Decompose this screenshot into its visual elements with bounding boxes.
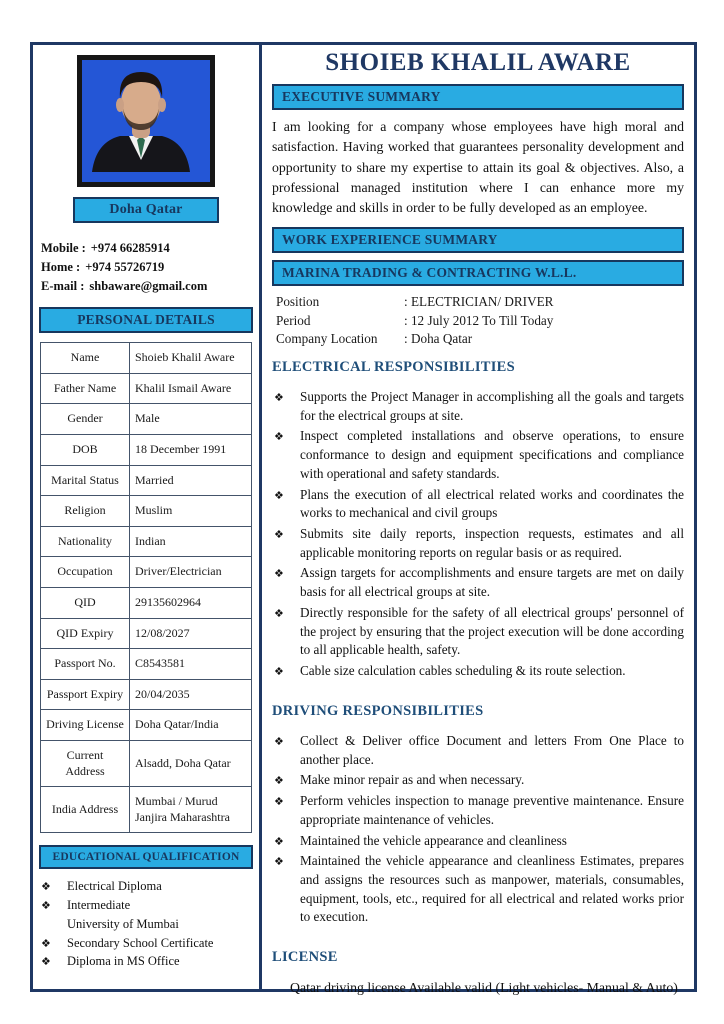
responsibility-item — [274, 604, 684, 660]
personal-details-table — [40, 342, 252, 833]
table-row — [41, 740, 252, 786]
row-value: Male — [130, 404, 252, 435]
contact-line — [41, 258, 253, 277]
education-item-text: Electrical Diploma — [67, 879, 162, 894]
contact-value: shbaware@gmail.com — [89, 278, 208, 293]
row-value: C8543581 — [130, 649, 252, 680]
education-item — [41, 877, 253, 896]
responsibility-text: Submits site daily reports, inspection requests, estimates and all applicable monitoring reports on regular basis or as required. — [300, 526, 684, 560]
responsibility-item — [274, 486, 684, 523]
diamond-bullet-icon: ❖ — [274, 774, 284, 788]
left-column — [33, 45, 262, 989]
license-text: Qatar driving license Available valid (Light vehicles- Manual & Auto) — [290, 980, 678, 996]
responsibility-item — [274, 388, 684, 425]
row-value: 12/08/2027 — [130, 618, 252, 649]
contact-list — [41, 239, 253, 295]
diamond-bullet-icon: ❖ — [274, 606, 284, 620]
table-row — [41, 404, 252, 435]
electrical-responsibilities-list — [272, 388, 684, 681]
driving-responsibilities-heading: DRIVING RESPONSIBILITIES — [272, 702, 484, 719]
row-value: Indian — [130, 526, 252, 557]
row-value: Muslim — [130, 496, 252, 527]
table-row — [41, 526, 252, 557]
row-label: Religion — [41, 496, 130, 527]
portrait-photo — [77, 55, 215, 187]
diamond-bullet-icon: ❖ — [41, 899, 51, 913]
row-value: Doha Qatar/India — [130, 710, 252, 741]
education-item — [41, 915, 253, 934]
row-label: Marital Status — [41, 465, 130, 496]
education-list — [41, 877, 253, 971]
work-field-label: Period — [276, 312, 311, 328]
row-value: Alsadd, Doha Qatar — [130, 740, 252, 786]
work-field-label: Position — [276, 294, 320, 310]
row-label: DOB — [41, 435, 130, 466]
diamond-bullet-icon: ❖ — [41, 955, 51, 969]
diamond-bullet-icon: ❖ — [274, 834, 284, 848]
education-item — [41, 896, 253, 915]
responsibility-text: Make minor repair as and when necessary. — [300, 772, 525, 788]
table-row — [41, 618, 252, 649]
license-heading: LICENSE — [272, 949, 338, 966]
table-row — [41, 373, 252, 404]
table-row — [41, 343, 252, 374]
diamond-bullet-icon: ❖ — [274, 488, 284, 502]
contact-line — [41, 239, 253, 258]
education-item — [41, 952, 253, 971]
responsibility-item — [274, 525, 684, 562]
responsibility-item — [274, 792, 684, 829]
table-row — [41, 435, 252, 466]
work-field-line — [276, 312, 684, 330]
company-name-bar: MARINA TRADING & CONTRACTING W.L.L. — [272, 260, 684, 286]
personal-details-header: PERSONAL DETAILS — [39, 307, 253, 333]
responsibility-text: Inspect completed installations and observe operations, to ensure conformance to design and equipment specifications and compliance with operational and safety standards. — [300, 428, 684, 481]
row-label: Father Name — [41, 373, 130, 404]
row-label: Driving License — [41, 710, 130, 741]
responsibility-text: Assign targets for accomplishments and ensure targets are met on daily basis for all electrical groups at site. — [300, 565, 684, 600]
table-row — [41, 649, 252, 680]
driving-responsibilities-list — [272, 732, 684, 927]
education-item-text: Secondary School Certificate — [67, 935, 214, 950]
education-item-text: Diploma in MS Office — [67, 954, 180, 969]
diamond-bullet-icon: ❖ — [274, 567, 284, 581]
row-value: 20/04/2035 — [130, 679, 252, 710]
row-label: Passport No. — [41, 649, 130, 680]
row-label: India Address — [41, 787, 130, 833]
responsibility-item — [274, 771, 684, 790]
responsibility-text: Directly responsible for the safety of all electrical groups' personnel of the project by ensuring that the project execution will be done according to all applicable health, safety. — [300, 604, 684, 658]
education-item-text: University of Mumbai — [67, 916, 179, 931]
work-field-line — [276, 330, 684, 348]
diamond-bullet-icon: ❖ — [274, 430, 284, 444]
table-row — [41, 710, 252, 741]
row-label: Occupation — [41, 557, 130, 588]
diamond-bullet-icon: ❖ — [274, 855, 284, 869]
responsibility-text: Plans the execution of all electrical related works and coordinates the works to mechanical and civil groups — [300, 486, 684, 521]
location-badge: Doha Qatar — [73, 197, 219, 223]
diamond-bullet-icon: ❖ — [41, 880, 51, 894]
responsibility-text: Perform vehicles inspection to manage preventive maintenance. Ensure appropriate maintenance of vehicles. — [300, 793, 684, 827]
row-label: QID — [41, 588, 130, 619]
diamond-bullet-icon: ❖ — [41, 936, 51, 950]
row-value: 18 December 1991 — [130, 435, 252, 466]
row-label: Current Address — [41, 740, 130, 786]
row-label: Gender — [41, 404, 130, 435]
diamond-bullet-icon: ❖ — [274, 528, 284, 541]
contact-value: +974 55726719 — [85, 259, 165, 274]
table-row — [41, 496, 252, 527]
cv-page — [30, 42, 697, 996]
table-row — [41, 787, 252, 833]
responsibility-text: Collect & Deliver office Document and letters From One Place to another place. — [300, 732, 684, 767]
candidate-name: SHOIEB KHALIL AWARE — [325, 49, 631, 76]
contact-value: +974 66285914 — [90, 241, 170, 255]
education-item — [41, 934, 253, 953]
table-row — [41, 557, 252, 588]
responsibility-text: Cable size calculation cables scheduling & its route selection. — [300, 663, 626, 679]
work-field-value: : Doha Qatar — [404, 331, 473, 347]
responsibility-text: Maintained the vehicle appearance and cleanliness — [300, 832, 567, 848]
contact-label: Home : — [41, 259, 81, 274]
responsibility-item — [274, 564, 684, 601]
contact-label: Mobile : — [41, 241, 86, 255]
bullet-spacer — [41, 917, 67, 934]
responsibility-item — [274, 427, 684, 483]
row-value: 29135602964 — [130, 588, 252, 619]
table-row — [41, 679, 252, 710]
responsibility-item — [274, 852, 684, 927]
education-header: EDUCATIONAL QUALIFICATION — [39, 845, 253, 869]
table-row — [41, 465, 252, 496]
diamond-bullet-icon: ❖ — [274, 665, 284, 679]
contact-line — [41, 277, 253, 296]
work-field-value: : 12 July 2012 To Till Today — [404, 312, 554, 328]
work-experience-header: WORK EXPERIENCE SUMMARY — [272, 227, 684, 253]
work-field-label: Company Location — [276, 331, 378, 347]
row-label: QID Expiry — [41, 618, 130, 649]
electrical-responsibilities-heading: ELECTRICAL RESPONSIBILITIES — [272, 358, 516, 375]
diamond-bullet-icon: ❖ — [274, 795, 284, 809]
work-field-value: : ELECTRICIAN/ DRIVER — [404, 294, 554, 310]
row-value: Driver/Electrician — [130, 557, 252, 588]
portrait-photo-illustration — [82, 60, 200, 172]
responsibility-item — [274, 732, 684, 769]
personal-details-body — [41, 343, 252, 833]
right-column — [262, 45, 694, 996]
work-experience-fields — [276, 293, 684, 348]
responsibility-item — [274, 662, 684, 681]
diamond-bullet-icon: ❖ — [274, 734, 284, 748]
executive-summary-text: I am looking for a company whose employees have high moral and satisfaction. Having worked that guarantees personality development and opportunity to share my expertise to attain its goal & objectives. Also, a professional managed institution where I can enhance more my knowledge and skills in order to be fully developed as an employee. — [272, 119, 684, 216]
education-item-text: Intermediate — [67, 898, 131, 913]
diamond-bullet-icon: ❖ — [274, 390, 284, 404]
row-value: Mumbai / Murud Janjira Maharashtra — [130, 787, 252, 833]
row-label: Name — [41, 343, 130, 374]
contact-label: E-mail : — [41, 278, 85, 293]
responsibility-item — [274, 832, 684, 851]
responsibility-text: Supports the Project Manager in accomplishing all the goals and targets for the electrical groups at site. — [300, 388, 684, 423]
row-value: Khalil Ismail Aware — [130, 373, 252, 404]
work-field-line — [276, 293, 684, 311]
responsibility-text: Maintained the vehicle appearance and cleanliness Estimates, prepares and assigns the resources such as manpower, materials, consumables, equipment, tools, etc., required for all electrical and related works prior to execution. — [300, 853, 684, 925]
executive-summary-header: EXECUTIVE SUMMARY — [272, 84, 684, 110]
row-label: Nationality — [41, 526, 130, 557]
table-row — [41, 588, 252, 619]
row-value: Shoieb Khalil Aware — [130, 343, 252, 374]
row-value: Married — [130, 465, 252, 496]
row-label: Passport Expiry — [41, 679, 130, 710]
